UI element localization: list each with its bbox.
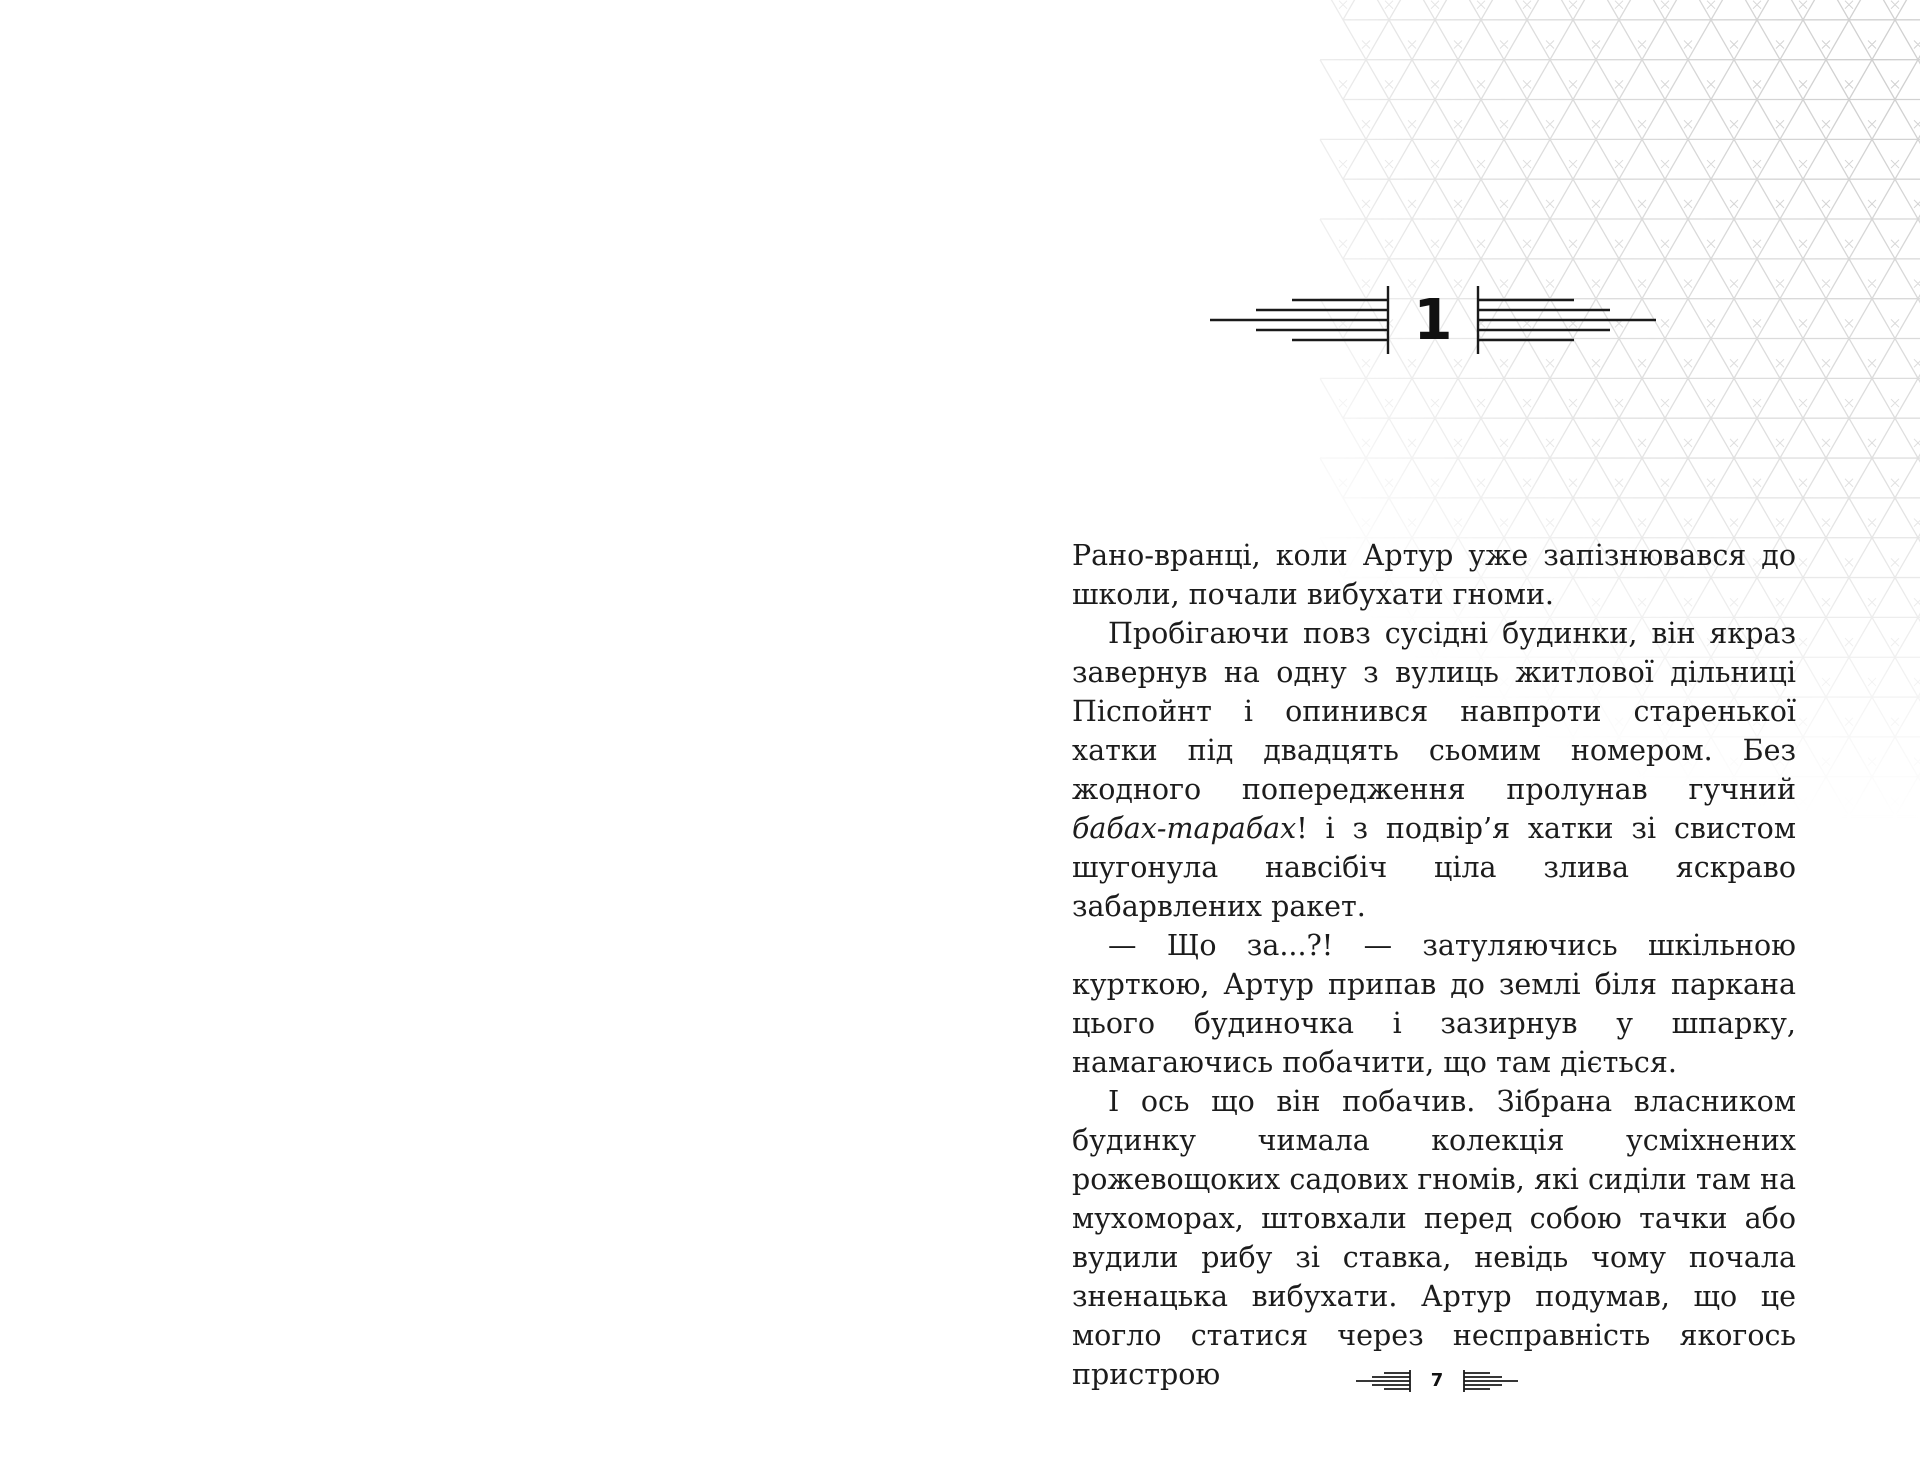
text-run: ! і з подвір’я хатки зі свистом шугонула навсібіч ціла злива яскраво забарвлених ракет. [1072, 812, 1796, 923]
page-number: 7 [1430, 1370, 1444, 1391]
text-run: Пробігаючи повз сусідні будинки, він якраз завернув на одну з вулиць житлової дільниці Піспойнт і опинився навпроти старенької хатки під двадцять сьомим номером. Без жодного попередження пролунав гучний [1072, 617, 1796, 806]
text-run: Рано-вранці, коли Артур уже запізнювався до школи, почали вибухати гноми. [1072, 539, 1796, 611]
text-run: І ось що він побачив. Зібрана власником будинку чимала колекція усміхнених рожевощоких садових гномів, які сиділи там на мухоморах, штовхали перед собою тачки або вудили рибу зі ставка, невідь чому почала зненацька вибухати. Артур подумав, що це могло статися через несправність якогось пристрою [1072, 1085, 1796, 1391]
chapter-body-text [1072, 536, 1796, 1394]
paragraph [1072, 614, 1796, 926]
text-run: — Що за...?! — затуляючись шкільною курткою, Артур припав до землі біля паркана цього будиночка і зазирнув у шпарку, намагаючись побачити, що там діється. [1072, 929, 1796, 1079]
paragraph [1072, 926, 1796, 1082]
italic-text: бабах-тарабах [1072, 812, 1297, 845]
chapter-number: 1 [1413, 288, 1453, 353]
paragraph [1072, 536, 1796, 614]
paragraph [1072, 1082, 1796, 1394]
